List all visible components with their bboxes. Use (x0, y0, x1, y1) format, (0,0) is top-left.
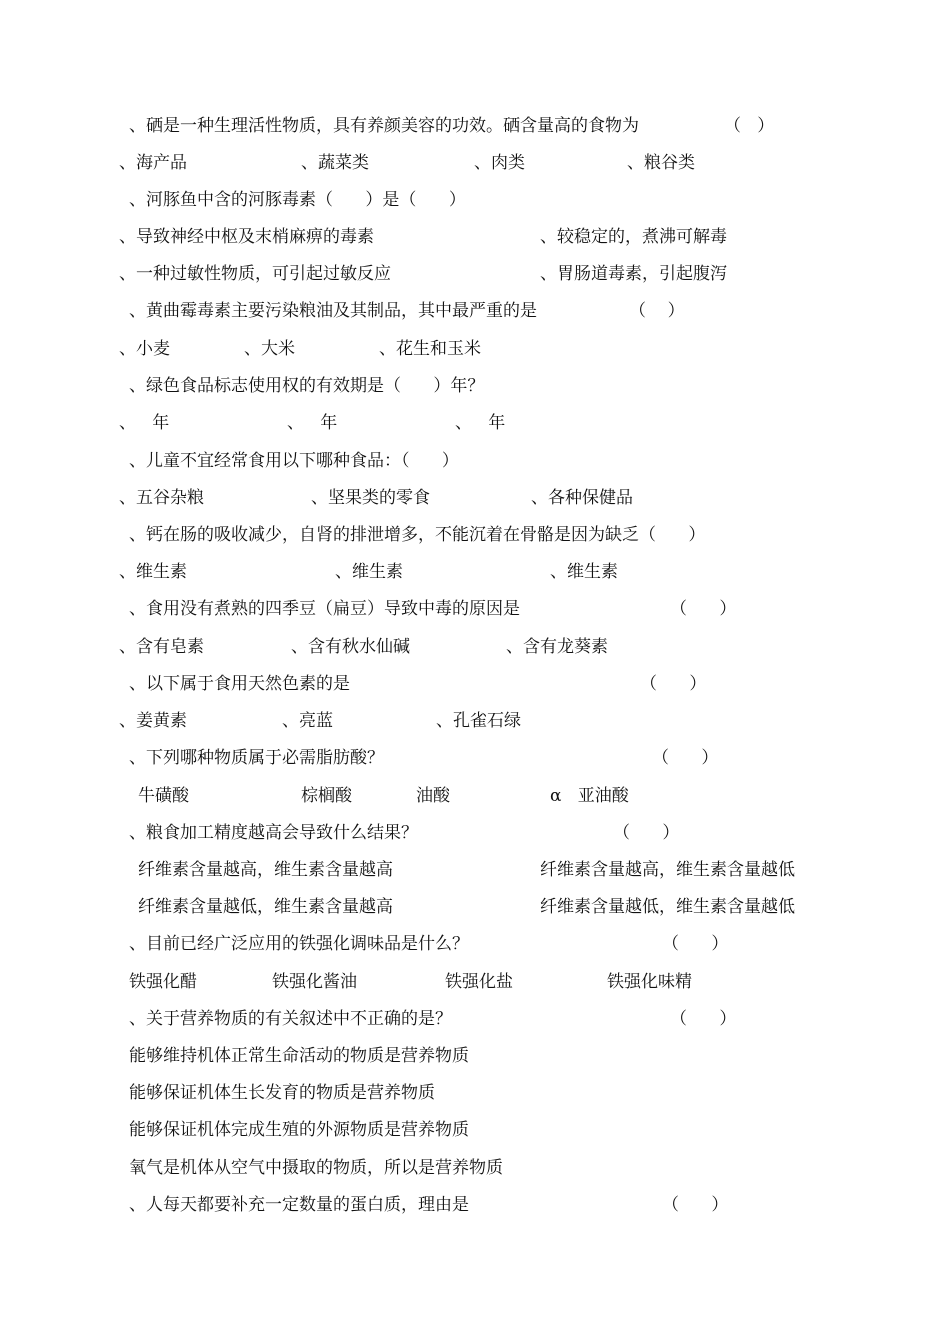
text-line: 牛磺酸 (138, 786, 189, 806)
text-line: 、 年 (287, 413, 338, 433)
text-line: 、 年 (119, 413, 170, 433)
text-line: 棕榈酸 (301, 786, 352, 806)
text-line: 、人每天都要补充一定数量的蛋白质，理由是 (129, 1195, 469, 1215)
text-line: 、以下属于食用天然色素的是 (129, 674, 350, 694)
text-line: 、 年 (455, 413, 506, 433)
text-line: 、关于营养物质的有关叙述中不正确的是？ (129, 1009, 452, 1029)
text-line: （ ） (652, 748, 719, 768)
text-line: α 亚油酸 (550, 786, 629, 806)
text-line: 、小麦 (119, 339, 170, 359)
text-line: （ ） (640, 674, 707, 694)
text-line: （ ） (662, 1195, 729, 1215)
text-line: 、儿童不宜经常食用以下哪种食品：（ ） (129, 451, 459, 471)
text-line: 能够保证机体完成生殖的外源物质是营养物质 (129, 1120, 469, 1140)
text-line: 、较稳定的，煮沸可解毒 (540, 227, 727, 247)
text-line: 铁强化醋 (129, 972, 197, 992)
text-line: 、下列哪种物质属于必需脂肪酸？ (129, 748, 384, 768)
text-line: 铁强化盐 (445, 972, 513, 992)
text-line: 、粮食加工精度越高会导致什么结果？ (129, 823, 418, 843)
text-line: 、食用没有煮熟的四季豆（扁豆）导致中毒的原因是 (129, 599, 520, 619)
text-line: 、黄曲霉毒素主要污染粮油及其制品，其中最严重的是 (129, 301, 537, 321)
text-line: （ ） (670, 599, 737, 619)
text-line: 油酸 (416, 786, 450, 806)
text-line: （ ） (670, 1009, 737, 1029)
text-line: 铁强化味精 (607, 972, 692, 992)
text-line: （ ） (662, 934, 729, 954)
text-line: 、姜黄素 (119, 711, 187, 731)
text-line: 纤维素含量越高，维生素含量越高 (138, 860, 393, 880)
text-line: 纤维素含量越高，维生素含量越低 (540, 860, 795, 880)
text-line: 、含有皂素 (119, 637, 204, 657)
text-line: 、大米 (244, 339, 295, 359)
text-line: 能够保证机体生长发育的物质是营养物质 (129, 1083, 435, 1103)
text-line: 、一种过敏性物质，可引起过敏反应 (119, 264, 391, 284)
text-line: （ ） (629, 301, 685, 321)
text-line: 、硒是一种生理活性物质，具有养颜美容的功效。硒含量高的食物为 (129, 116, 639, 136)
text-line: 、坚果类的零食 (311, 488, 430, 508)
text-line: （ ） (724, 116, 775, 136)
text-line: 、各种保健品 (531, 488, 633, 508)
text-line: 、花生和玉米 (379, 339, 481, 359)
text-line: 、目前已经广泛应用的铁强化调味品是什么？ (129, 934, 469, 954)
text-line: 、钙在肠的吸收减少，自肾的排泄增多，不能沉着在骨骼是因为缺乏（ ） (129, 525, 706, 545)
text-line: 、海产品 (119, 153, 187, 173)
text-line: 、维生素 (550, 562, 618, 582)
text-line: 、粮谷类 (627, 153, 695, 173)
text-line: 能够维持机体正常生命活动的物质是营养物质 (129, 1046, 469, 1066)
text-line: 、含有秋水仙碱 (291, 637, 410, 657)
text-line: 、蔬菜类 (301, 153, 369, 173)
text-line: 、导致神经中枢及末梢麻痹的毒素 (119, 227, 374, 247)
text-line: 、亮蓝 (282, 711, 333, 731)
text-line: 、孔雀石绿 (436, 711, 521, 731)
text-line: （ ） (613, 823, 680, 843)
text-line: 纤维素含量越低，维生素含量越高 (138, 897, 393, 917)
text-line: 铁强化酱油 (272, 972, 357, 992)
text-line: 、河豚鱼中含的河豚毒素（ ）是（ ） (129, 190, 466, 210)
text-line: 、肉类 (474, 153, 525, 173)
text-line: 、含有龙葵素 (506, 637, 608, 657)
text-line: 、胃肠道毒素，引起腹泻 (540, 264, 727, 284)
text-line: 、维生素 (119, 562, 187, 582)
text-line: 氧气是机体从空气中摄取的物质，所以是营养物质 (129, 1158, 503, 1178)
text-line: 、绿色食品标志使用权的有效期是（ ）年？ (129, 376, 485, 396)
text-line: 、五谷杂粮 (119, 488, 204, 508)
text-line: 、维生素 (335, 562, 403, 582)
text-line: 纤维素含量越低，维生素含量越低 (540, 897, 795, 917)
